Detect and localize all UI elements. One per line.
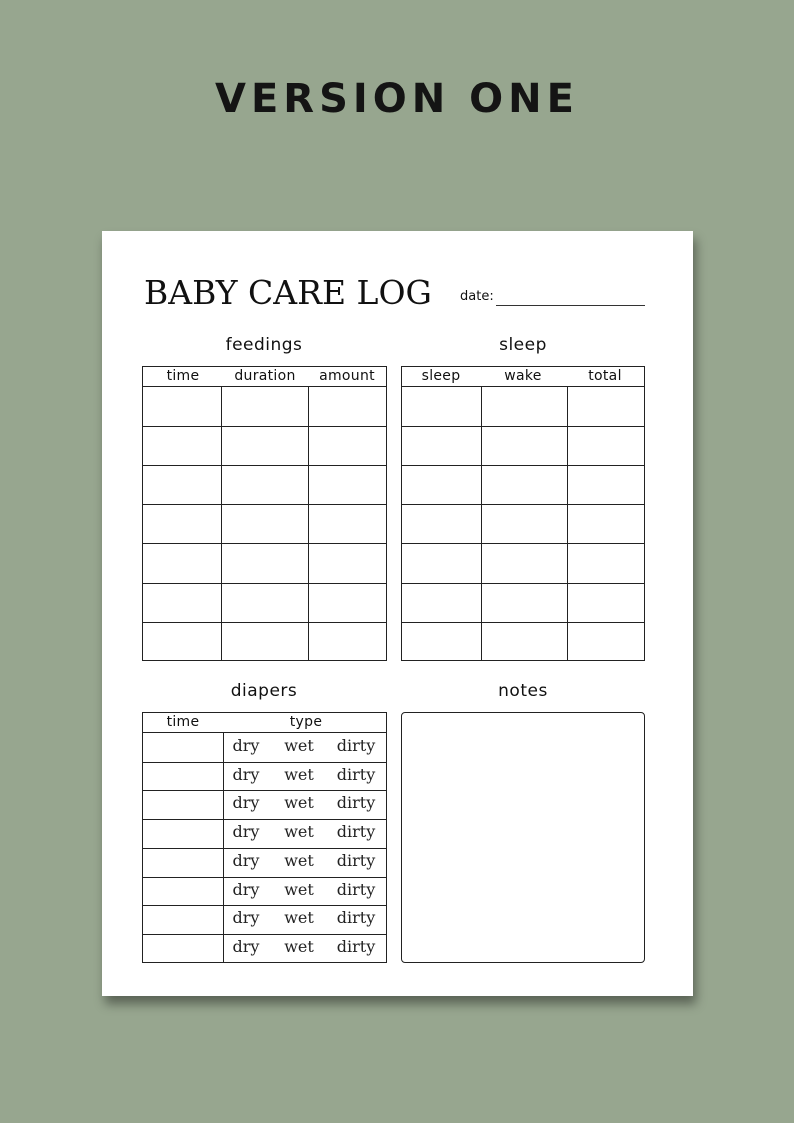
table-row[interactable]: [402, 426, 644, 465]
dirty-option[interactable]: dirty: [336, 793, 376, 813]
table-row[interactable]: [143, 583, 386, 622]
dry-option[interactable]: dry: [232, 908, 260, 928]
wet-option[interactable]: wet: [284, 908, 314, 928]
wet-option[interactable]: wet: [284, 822, 314, 842]
feedings-table: [142, 366, 387, 661]
table-row[interactable]: [143, 504, 386, 543]
column-header-duration: duration: [234, 368, 296, 384]
column-header-wake: wake: [504, 368, 542, 384]
notes-title: notes: [498, 681, 548, 701]
feedings-header: [143, 367, 386, 387]
diapers-table: [142, 712, 387, 963]
table-row[interactable]: [143, 426, 386, 465]
dirty-option[interactable]: dirty: [336, 736, 376, 755]
column-header-amount: amount: [319, 368, 375, 384]
table-row[interactable]: [143, 622, 386, 661]
dry-option[interactable]: dry: [232, 936, 260, 956]
dry-option[interactable]: dry: [232, 850, 260, 870]
wet-option[interactable]: wet: [284, 793, 314, 813]
column-header-type: type: [289, 714, 323, 730]
column-header-time: time: [166, 368, 200, 384]
sleep-title: sleep: [499, 335, 547, 355]
dirty-option[interactable]: dirty: [336, 822, 376, 842]
dry-option[interactable]: dry: [232, 822, 260, 842]
column-header-time: time: [166, 714, 200, 730]
date-field[interactable]: [496, 305, 645, 306]
table-row[interactable]: [402, 387, 644, 426]
feedings-title: feedings: [225, 335, 303, 355]
table-row[interactable]: [143, 387, 386, 426]
dirty-option[interactable]: dirty: [336, 908, 376, 928]
table-row[interactable]: [402, 504, 644, 543]
wet-option[interactable]: wet: [284, 850, 314, 870]
table-row[interactable]: [402, 465, 644, 504]
dry-option[interactable]: dry: [232, 793, 260, 813]
sleep-table: [401, 366, 645, 661]
banner-title: VERSION ONE: [215, 76, 579, 122]
wet-option[interactable]: wet: [284, 936, 314, 956]
diapers-title: diapers: [230, 681, 298, 701]
wet-option[interactable]: wet: [284, 736, 314, 755]
dirty-option[interactable]: dirty: [336, 764, 376, 784]
wet-option[interactable]: wet: [284, 879, 314, 899]
table-row[interactable]: [402, 543, 644, 582]
dirty-option[interactable]: dirty: [336, 936, 376, 956]
table-row[interactable]: [402, 583, 644, 622]
dirty-option[interactable]: dirty: [336, 879, 376, 899]
wet-option[interactable]: wet: [284, 764, 314, 784]
dry-option[interactable]: dry: [232, 736, 260, 755]
diapers-header: [143, 713, 386, 733]
notes-box[interactable]: [401, 712, 645, 963]
dirty-option[interactable]: dirty: [336, 850, 376, 870]
date-label: date:: [460, 289, 494, 304]
sleep-header: [402, 367, 644, 387]
dry-option[interactable]: dry: [232, 764, 260, 784]
column-header-sleep: sleep: [421, 368, 461, 384]
log-title: BABY CARE LOG: [144, 273, 432, 312]
column-header-total: total: [588, 368, 622, 384]
dry-option[interactable]: dry: [232, 879, 260, 899]
table-row[interactable]: [143, 543, 386, 582]
log-sheet: [102, 231, 693, 996]
table-row[interactable]: [402, 622, 644, 661]
table-row[interactable]: [143, 465, 386, 504]
